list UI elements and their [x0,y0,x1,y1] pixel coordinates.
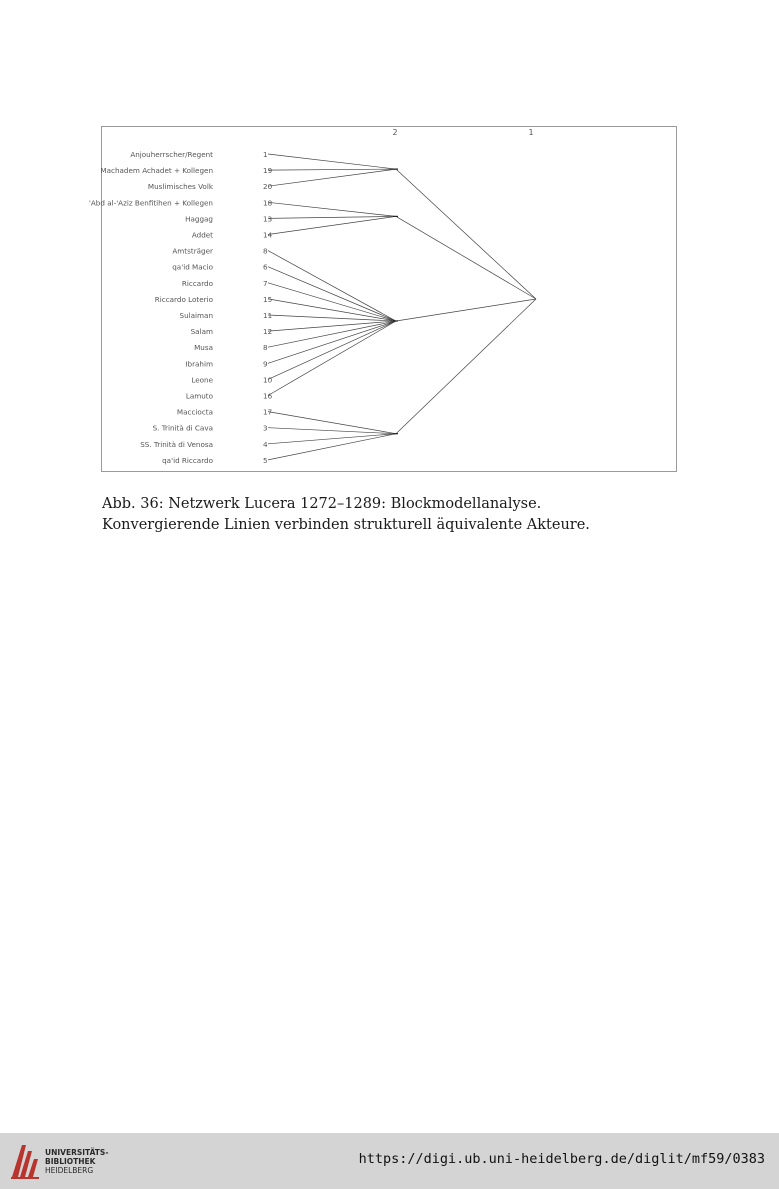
actor-label: Riccardo [181,278,213,288]
actor-id: 10 [263,375,273,385]
actor-id: 11 [263,311,273,320]
actor-label: Muslimisches Volk [147,182,213,192]
actor-label: Ibrahim [185,359,213,369]
actor-link-line [268,154,396,169]
actor-id: 14 [263,230,273,240]
actor-id: 9 [263,359,268,369]
actor-label: S. Trinità di Cava [152,423,213,433]
actor-label: Leone [191,375,213,385]
library-name-line-2: BIBLIOTHEK [45,1157,96,1166]
actor-label: Anjouherrscher/Regent [130,150,213,159]
actor-link-line [268,321,396,396]
library-name [45,1148,108,1175]
actor-link-line [268,434,396,444]
actor-id: 3 [263,423,268,433]
actor-id: 18 [263,198,273,208]
block-link-line [396,169,536,299]
actor-link-line [268,216,396,218]
actor-id: 7 [263,278,268,288]
block-link-line [396,299,536,321]
actor-label: Musa [194,343,213,353]
figure-caption-line-2: Konvergierende Linien verbinden strukturell äquivalente Akteure. [102,517,590,533]
actor-id: 5 [263,455,268,465]
actor-link-line [268,202,396,216]
actor-id: 20 [263,182,273,192]
university-library-logo-icon [8,1141,42,1181]
actor-link-line [268,321,396,347]
actor-link-line [268,267,396,321]
block-link-line [396,299,536,434]
digital-library-url[interactable]: https://digi.ub.uni-heidelberg.de/diglit/mf59/0383 [358,1151,765,1167]
actor-id: 12 [263,327,273,337]
actor-label: Addet [191,230,213,240]
actor-label: Macciocta [176,407,213,417]
actor-id: 4 [263,439,268,449]
footer-bar [0,1133,779,1189]
level-label: 2 [392,128,398,137]
actor-id: 19 [263,166,273,176]
actor-id: 16 [263,391,273,401]
actor-label: Machadem Achadet + Kollegen [100,166,213,176]
actor-label: Riccardo Loterio [154,294,213,304]
figure-caption-line-1: Abb. 36: Netzwerk Lucera 1272–1289: Blockmodellanalyse. [102,496,542,512]
block-link-line [396,216,536,299]
actor-id: 17 [263,407,273,417]
actor-link-line [268,251,396,321]
actor-label: Lamuto [185,391,213,401]
actor-label: Sulaiman [179,311,213,320]
actor-label: Amtsträger [172,246,213,256]
actor-id: 6 [263,262,268,272]
actor-label: qa'id Riccardo [162,455,213,465]
actor-id: 8 [263,343,268,353]
actor-label: 'Abd al-'Aziz Benfitihen + Kollegen [88,198,213,208]
actor-label: Haggag [185,214,213,224]
actor-id: 8 [263,246,268,256]
actor-link-line [268,434,396,460]
library-name-line-3: HEIDELBERG [45,1166,94,1175]
actor-id: 15 [263,294,273,304]
actor-link-line [268,321,396,363]
actor-link-line [268,169,396,186]
actor-id: 13 [263,214,273,224]
actor-label: Salam [190,327,213,337]
actor-link-line [268,216,396,234]
level-label: 1 [528,128,534,137]
actor-link-line [268,169,396,170]
actor-id: 1 [263,150,268,159]
actor-label: qa'id Macio [172,262,213,272]
library-name-line-1: UNIVERSITÄTS- [45,1148,109,1157]
actor-label: SS. Trinità di Venosa [140,439,213,449]
